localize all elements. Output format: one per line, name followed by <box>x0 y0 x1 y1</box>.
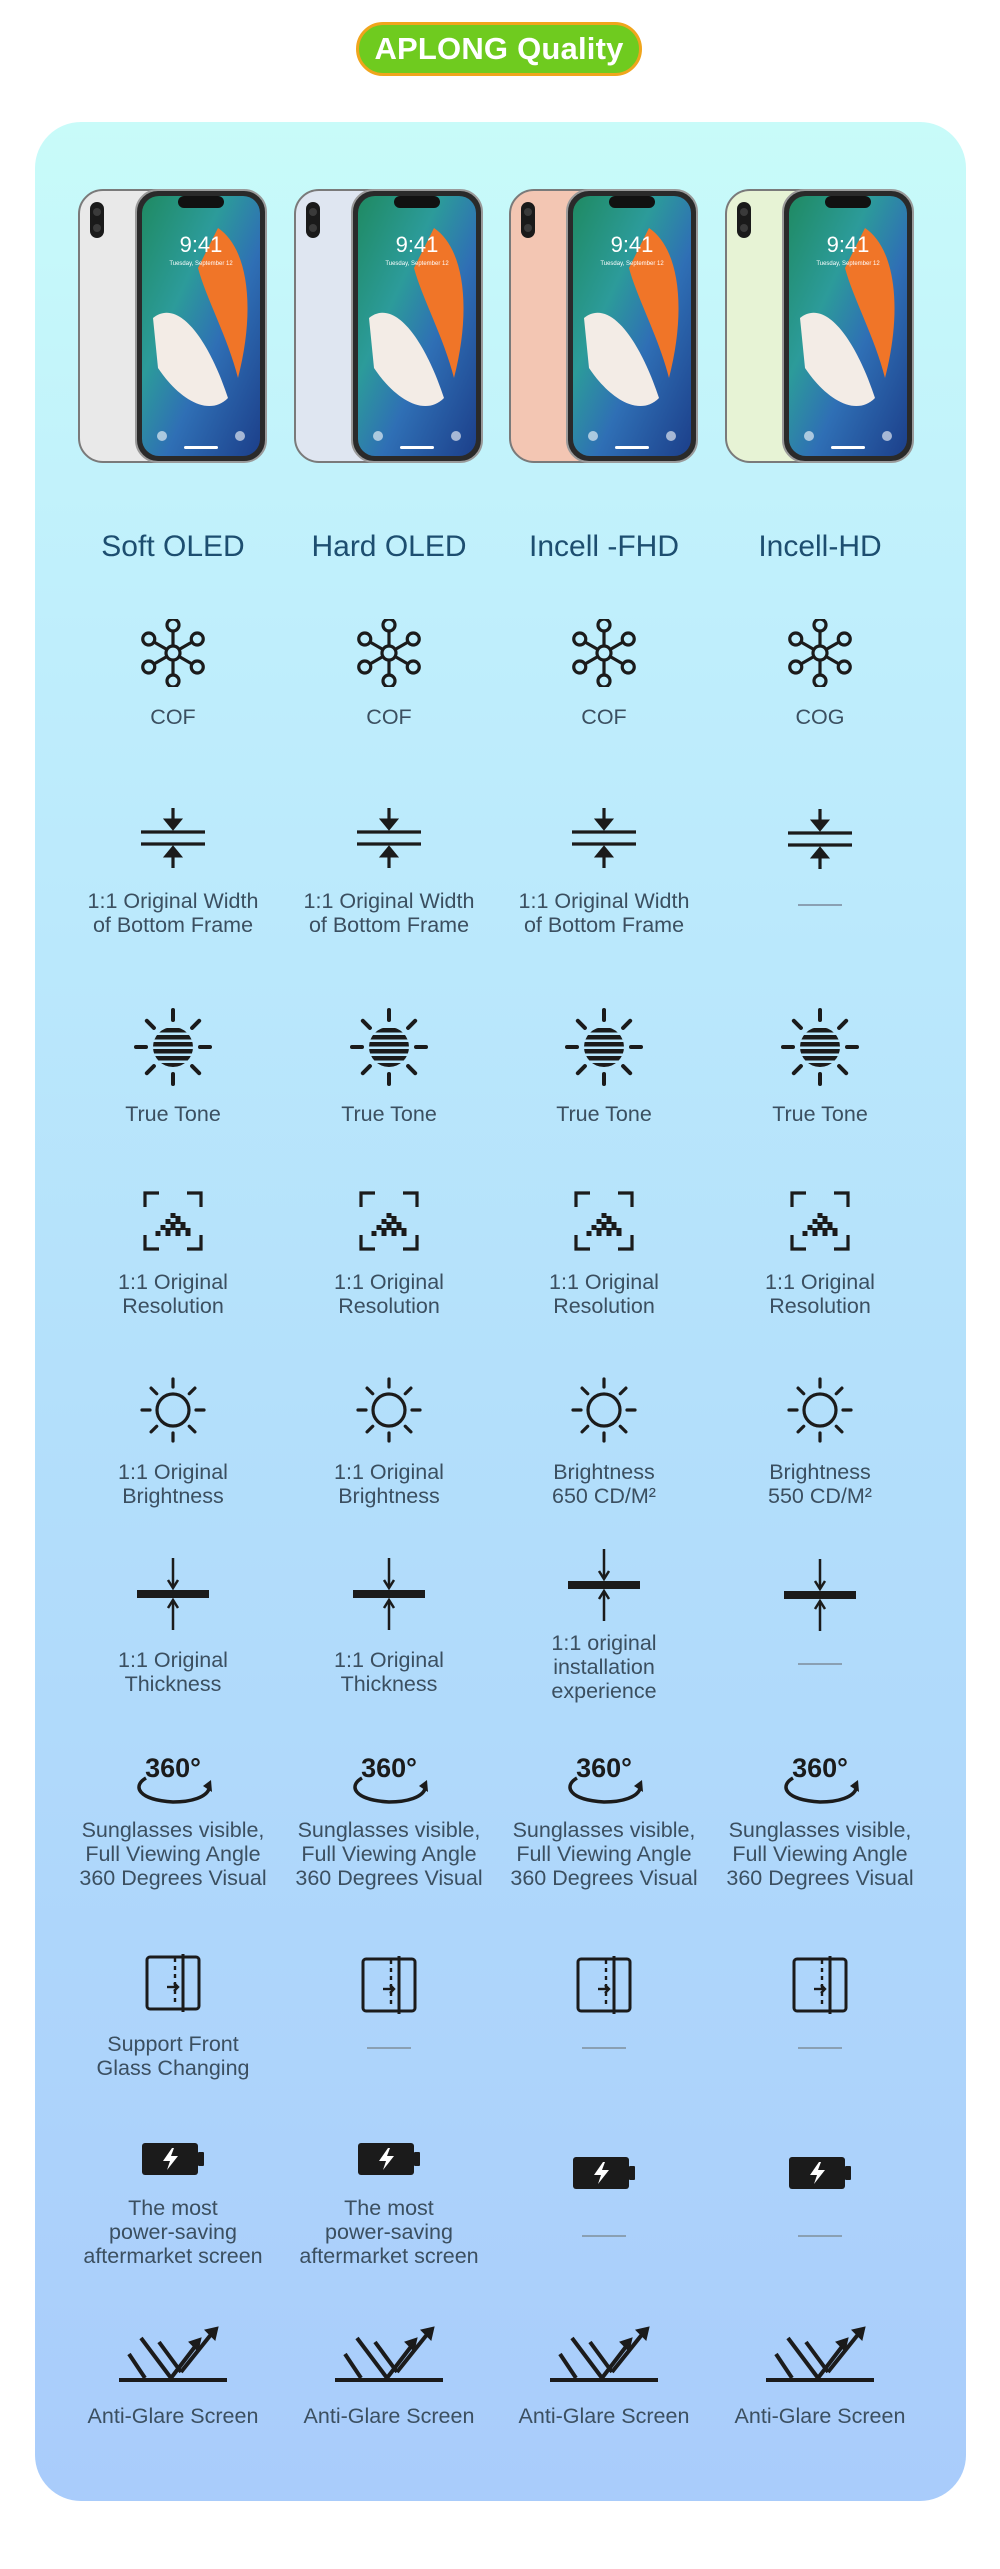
feature-label: 1:1 original installation experience <box>551 1631 657 1703</box>
phone-image <box>78 188 268 466</box>
svg-text:360°: 360° <box>792 1753 848 1783</box>
feature-label: COF <box>366 705 412 729</box>
feature-cell <box>710 794 930 937</box>
anti-glare-icon <box>764 2312 876 2396</box>
glass-change-icon <box>792 1940 848 2027</box>
feature-label: 1:1 Original Brightness <box>334 1460 444 1508</box>
true-tone-sun-icon <box>348 1000 430 1094</box>
compress-frame-icon <box>354 794 424 881</box>
resolution-icon <box>790 1179 850 1262</box>
svg-text:Tuesday, September 12: Tuesday, September 12 <box>600 261 664 267</box>
resolution-icon <box>359 1179 419 1262</box>
svg-text:Tuesday, September 12: Tuesday, September 12 <box>169 261 233 267</box>
compress-frame-icon <box>569 794 639 881</box>
feature-cell <box>710 1547 930 1696</box>
feature-cell <box>63 2312 283 2449</box>
svg-text:360°: 360° <box>576 1753 632 1783</box>
feature-label: Sunglasses visible, Full Viewing Angle 360 Degrees Visual <box>79 1818 267 1890</box>
true-tone-sun-icon <box>779 1000 861 1094</box>
svg-text:9:41: 9:41 <box>610 232 654 257</box>
chip-network-icon <box>786 608 854 697</box>
thickness-icon <box>566 1547 642 1623</box>
feature-label: 1:1 Original Resolution <box>765 1270 875 1318</box>
battery-icon <box>141 2130 205 2188</box>
chip-network-icon <box>139 608 207 697</box>
feature-cell <box>494 1750 714 1890</box>
feature-label: 1:1 Original Resolution <box>334 1270 444 1318</box>
feature-cell <box>494 1368 714 1508</box>
feature-label: COG <box>795 705 845 729</box>
svg-text:9:41: 9:41 <box>826 232 870 257</box>
resolution-icon <box>143 1179 203 1262</box>
360-view-icon <box>348 1750 430 1810</box>
feature-cell <box>279 1000 499 1147</box>
svg-text:360°: 360° <box>145 1753 201 1783</box>
feature-cell <box>710 1179 930 1318</box>
brightness-icon <box>785 1368 855 1452</box>
feature-label: COF <box>581 705 627 729</box>
anti-glare-icon <box>333 2312 445 2396</box>
feature-cell <box>710 1750 930 1890</box>
feature-cell <box>279 1368 499 1508</box>
feature-label: 1:1 Original Thickness <box>118 1648 228 1696</box>
feature-cell <box>279 1179 499 1318</box>
feature-cell <box>279 2312 499 2449</box>
feature-cell <box>494 1940 714 2080</box>
360-view-icon <box>779 1750 861 1810</box>
feature-label: Anti-Glare Screen <box>518 2404 690 2428</box>
feature-cell <box>710 2312 930 2449</box>
feature-cell <box>63 1940 283 2080</box>
feature-cell <box>279 1940 499 2080</box>
feature-label: True Tone <box>556 1102 652 1126</box>
feature-label: COF <box>150 705 196 729</box>
feature-label: Sunglasses visible, Full Viewing Angle 360 Degrees Visual <box>510 1818 698 1890</box>
glass-change-icon <box>576 1940 632 2027</box>
battery-icon <box>788 2130 852 2215</box>
feature-cell <box>279 794 499 937</box>
svg-text:Tuesday, September 12: Tuesday, September 12 <box>816 261 880 267</box>
feature-cell <box>494 1000 714 1147</box>
compress-frame-icon <box>138 794 208 881</box>
phone-image <box>294 188 484 466</box>
thickness-icon <box>351 1547 427 1640</box>
not-supported-dash <box>798 904 842 906</box>
feature-cell <box>279 608 499 750</box>
true-tone-sun-icon <box>563 1000 645 1094</box>
anti-glare-icon <box>548 2312 660 2396</box>
not-supported-dash <box>582 2235 626 2237</box>
feature-label: The most power-saving aftermarket screen <box>83 2196 263 2268</box>
phone-image <box>725 188 915 466</box>
chip-network-icon <box>355 608 423 697</box>
feature-cell <box>63 1000 283 1147</box>
not-supported-dash <box>367 2047 411 2049</box>
column-title: Hard OLED <box>311 530 467 563</box>
feature-cell <box>494 1547 714 1703</box>
feature-label: True Tone <box>772 1102 868 1126</box>
feature-label: 1:1 Original Width of Bottom Frame <box>518 889 690 937</box>
feature-label: True Tone <box>341 1102 437 1126</box>
feature-label: Anti-Glare Screen <box>734 2404 906 2428</box>
feature-cell <box>710 2130 930 2268</box>
360-view-icon <box>563 1750 645 1810</box>
resolution-icon <box>574 1179 634 1262</box>
feature-cell <box>63 1368 283 1508</box>
feature-cell <box>63 2130 283 2268</box>
feature-label: Brightness 550 CD/M² <box>768 1460 872 1508</box>
feature-cell <box>710 608 930 750</box>
chip-network-icon <box>570 608 638 697</box>
glass-change-icon <box>145 1940 201 2024</box>
phone-image <box>509 188 699 466</box>
feature-label: Brightness 650 CD/M² <box>552 1460 656 1508</box>
battery-icon <box>357 2130 421 2188</box>
feature-label: 1:1 Original Brightness <box>118 1460 228 1508</box>
feature-label: Anti-Glare Screen <box>303 2404 475 2428</box>
feature-cell <box>494 2312 714 2449</box>
svg-text:360°: 360° <box>361 1753 417 1783</box>
svg-text:9:41: 9:41 <box>179 232 223 257</box>
feature-cell <box>494 608 714 750</box>
feature-cell <box>279 1750 499 1890</box>
feature-label: 1:1 Original Thickness <box>334 1648 444 1696</box>
360-view-icon <box>132 1750 214 1810</box>
thickness-icon <box>135 1547 211 1640</box>
feature-cell <box>63 1179 283 1318</box>
compress-frame-icon <box>785 794 855 884</box>
svg-text:9:41: 9:41 <box>395 232 439 257</box>
feature-cell <box>63 1750 283 1890</box>
column-title: Soft OLED <box>101 530 245 563</box>
feature-label: 1:1 Original Resolution <box>549 1270 659 1318</box>
feature-label: 1:1 Original Resolution <box>118 1270 228 1318</box>
brightness-icon <box>138 1368 208 1452</box>
feature-cell <box>710 1000 930 1147</box>
feature-cell <box>63 1547 283 1696</box>
title-badge: APLONG Quality <box>356 22 642 76</box>
glass-change-icon <box>361 1940 417 2027</box>
not-supported-dash <box>798 1663 842 1665</box>
not-supported-dash <box>798 2047 842 2049</box>
thickness-icon <box>782 1547 858 1643</box>
feature-label: True Tone <box>125 1102 221 1126</box>
feature-label: 1:1 Original Width of Bottom Frame <box>87 889 259 937</box>
feature-cell <box>710 1368 930 1508</box>
feature-cell <box>494 2130 714 2268</box>
feature-cell <box>63 608 283 750</box>
true-tone-sun-icon <box>132 1000 214 1094</box>
battery-icon <box>572 2130 636 2215</box>
feature-label: Anti-Glare Screen <box>87 2404 259 2428</box>
feature-label: Support Front Glass Changing <box>96 2032 250 2080</box>
column-title: Incell-HD <box>758 530 882 563</box>
feature-cell <box>279 2130 499 2268</box>
feature-cell <box>63 794 283 937</box>
brightness-icon <box>354 1368 424 1452</box>
feature-cell <box>710 1940 930 2080</box>
not-supported-dash <box>798 2235 842 2237</box>
anti-glare-icon <box>117 2312 229 2396</box>
svg-text:Tuesday, September 12: Tuesday, September 12 <box>385 261 449 267</box>
feature-label: Sunglasses visible, Full Viewing Angle 360 Degrees Visual <box>726 1818 914 1890</box>
feature-label: 1:1 Original Width of Bottom Frame <box>303 889 475 937</box>
feature-cell <box>279 1547 499 1696</box>
feature-cell <box>494 1179 714 1318</box>
not-supported-dash <box>582 2047 626 2049</box>
brightness-icon <box>569 1368 639 1452</box>
feature-label: Sunglasses visible, Full Viewing Angle 360 Degrees Visual <box>295 1818 483 1890</box>
feature-label: The most power-saving aftermarket screen <box>299 2196 479 2268</box>
feature-cell <box>494 794 714 937</box>
column-title: Incell -FHD <box>528 530 679 563</box>
